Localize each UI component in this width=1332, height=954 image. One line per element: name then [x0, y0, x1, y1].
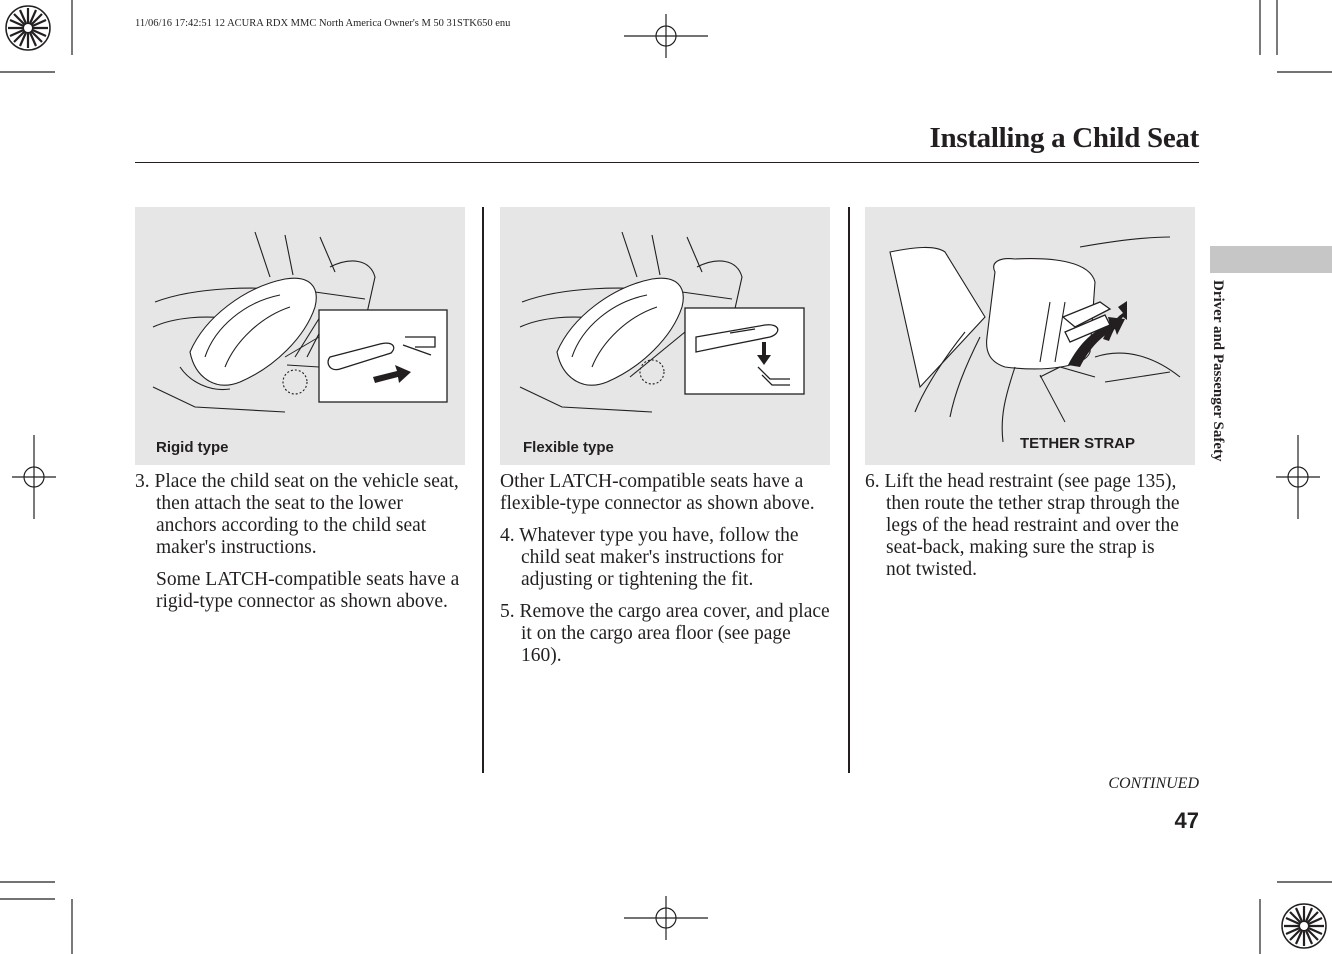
- middle-column-text: [500, 471, 836, 677]
- figure-caption: Rigid type: [156, 439, 229, 456]
- right-column-text: [865, 471, 1183, 591]
- step-3: 3. Place the child seat on the vehicle seat, then attach the seat to the lower anchors according to the child seat maker's instructions.: [135, 471, 459, 558]
- title-rule: [135, 162, 1199, 163]
- rigid-connector-illustration: [135, 207, 465, 465]
- column-divider: [482, 207, 484, 773]
- page-title: Installing a Child Seat: [929, 122, 1199, 154]
- section-tab-text: Driver and Passenger Safety: [1210, 280, 1226, 462]
- column-divider: [848, 207, 850, 773]
- flexible-connector-illustration: [500, 207, 830, 465]
- rigid-type-note: Some LATCH-compatible seats have a rigid-type connector as shown above.: [156, 569, 460, 612]
- sunburst-mark-top-left: [6, 6, 50, 50]
- flexible-type-note: Other LATCH-compatible seats have a flexible-type connector as shown above.: [500, 471, 815, 514]
- figure-rigid-type: [135, 207, 465, 465]
- figure-caption: TETHER STRAP: [1020, 435, 1136, 452]
- figure-caption: Flexible type: [523, 439, 614, 456]
- section-tab: [1210, 246, 1332, 273]
- section-tab-label: [1200, 280, 1238, 510]
- step-6: 6. Lift the head restraint (see page 135), then route the tether strap through the legs of the head restraint and over the seat-back, making sure the strap is not twisted.: [865, 471, 1180, 580]
- left-column-text: [135, 471, 465, 623]
- step-4: 4. Whatever type you have, follow the child seat maker's instructions for adjusting or tightening the fit.: [500, 525, 799, 590]
- tether-strap-illustration: [865, 207, 1195, 465]
- continued-label: CONTINUED: [1108, 775, 1199, 792]
- step-5: 5. Remove the cargo area cover, and place it on the cargo area floor (see page 160).: [500, 601, 830, 666]
- page-number: 47: [1174, 808, 1199, 833]
- print-info-line: 11/06/16 17:42:51 12 ACURA RDX MMC North America Owner's M 50 31STK650 enu: [135, 18, 511, 29]
- figure-flexible-type: [500, 207, 830, 465]
- sunburst-mark-bottom-right: [1282, 904, 1326, 948]
- figure-tether-strap: [865, 207, 1195, 465]
